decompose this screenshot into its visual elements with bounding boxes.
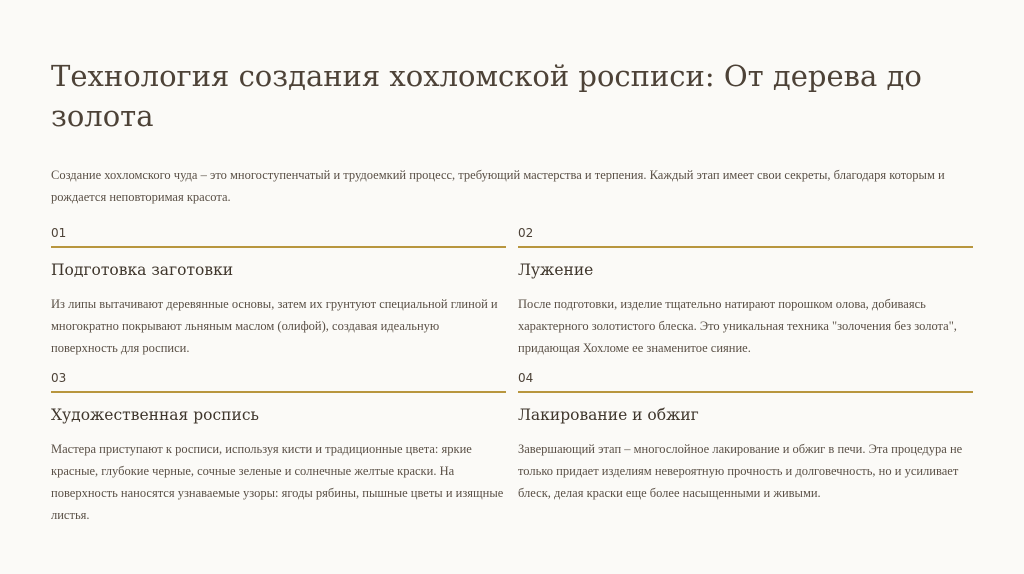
- page-title: Технология создания хохломской росписи: От дерева до золота: [51, 59, 922, 133]
- step-number: 04: [518, 371, 534, 385]
- step-description: После подготовки, изделие тщательно натирают порошком олова, добиваясь характерного золотистого блеска. Это уникальная техника "золочения без золота", придающая Хохломе ее знаменитое сияние.: [518, 297, 957, 355]
- step-divider: [518, 246, 973, 248]
- step-card-1: [51, 225, 506, 359]
- intro-paragraph: Создание хохломского чуда – это многоступенчатый и трудоемкий процесс, требующий мастерства и терпения. Каждый этап имеет свои секреты, благодаря которым и рождается неповторимая красота.: [51, 168, 945, 204]
- step-number: 02: [518, 226, 534, 240]
- step-divider: [518, 391, 973, 393]
- step-divider: [51, 246, 506, 248]
- step-card-2: [518, 225, 973, 359]
- step-card-4: [518, 370, 973, 504]
- step-number: 03: [51, 371, 67, 385]
- step-description: Мастера приступают к росписи, используя кисти и традиционные цвета: яркие красные, глубокие черные, сочные зеленые и солнечные желтые краски. На поверхность наносятся узнаваемые узоры: ягоды рябины, пышные цветы и изящные листья.: [51, 442, 504, 522]
- step-title: Лакирование и обжиг: [518, 406, 699, 424]
- step-title: Художественная роспись: [51, 406, 259, 424]
- step-description: Из липы вытачивают деревянные основы, затем их грунтуют специальной глиной и многократно покрывают льняным маслом (олифой), создавая идеальную поверхность для росписи.: [51, 297, 498, 355]
- step-description: Завершающий этап – многослойное лакирование и обжиг в печи. Эта процедура не только придает изделиям невероятную прочность и долговечность, но и усиливает блеск, делая краски еще более насыщенными и живыми.: [518, 442, 963, 500]
- step-divider: [51, 391, 506, 393]
- step-title: Лужение: [518, 261, 594, 279]
- step-card-3: [51, 370, 506, 526]
- step-title: Подготовка заготовки: [51, 261, 234, 279]
- step-number: 01: [51, 226, 67, 240]
